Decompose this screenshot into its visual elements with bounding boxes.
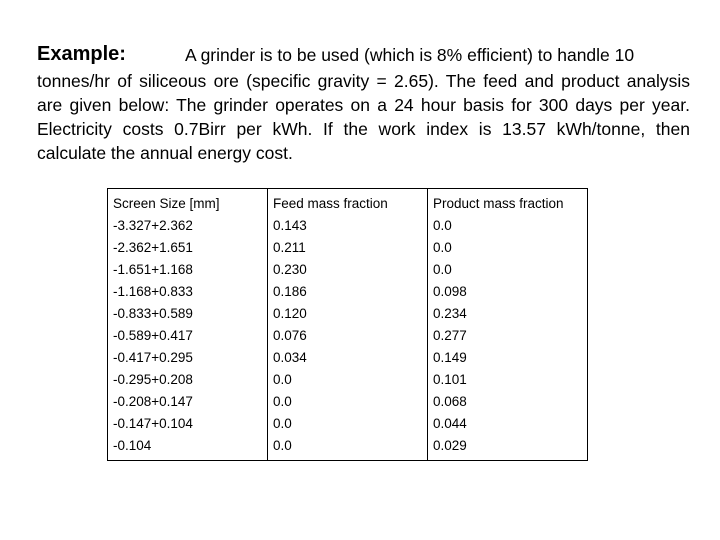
product-mass-fraction-cell: 0.234 [428, 303, 588, 325]
table-row [108, 303, 588, 325]
screen-size-cell: -0.104 [113, 438, 152, 453]
product-mass-fraction-cell: 0.149 [428, 347, 588, 369]
product-mass-fraction-cell: 0.029 [428, 435, 588, 461]
feed-mass-fraction-cell: 0.211 [268, 237, 428, 259]
header-feed-mass-fraction: Feed mass fraction [268, 189, 428, 216]
problem-first-line [37, 41, 690, 69]
product-mass-fraction-cell: 0.0 [428, 259, 588, 281]
header-product-mass-fraction: Product mass fraction [428, 189, 588, 216]
table-row [108, 325, 588, 347]
screen-size-cell: -0.147+0.104 [113, 416, 193, 431]
screen-size-cell: -0.417+0.295 [113, 350, 193, 365]
feed-mass-fraction-cell: 0.230 [268, 259, 428, 281]
table-row [108, 413, 588, 435]
problem-body-text: tonnes/hr of siliceous ore (specific gravity = 2.65). The feed and product analysis are given below: The grinder operates on a 24 hour basis for 300 days per year. Electricity costs 0.7Birr per kWh. If the work index is 13.57 kWh/tonne, then calculate the annual energy cost. [37, 71, 690, 163]
table-row [108, 237, 588, 259]
table-body [108, 215, 588, 461]
product-mass-fraction-cell: 0.0 [428, 237, 588, 259]
table-row [108, 259, 588, 281]
screen-size-cell: -3.327+2.362 [113, 218, 193, 233]
header-screen-size: Screen Size [mm] [113, 196, 220, 211]
screen-size-cell: -1.168+0.833 [113, 284, 193, 299]
screen-size-cell: -0.589+0.417 [113, 328, 193, 343]
product-mass-fraction-cell: 0.098 [428, 281, 588, 303]
screen-size-cell: -0.208+0.147 [113, 394, 193, 409]
table-row [108, 347, 588, 369]
feed-mass-fraction-cell: 0.0 [268, 369, 428, 391]
problem-intro-text: A grinder is to be used (which is 8% efficient) to handle 10 [185, 45, 635, 65]
product-mass-fraction-cell: 0.068 [428, 391, 588, 413]
product-mass-fraction-cell: 0.044 [428, 413, 588, 435]
screen-size-cell: -0.295+0.208 [113, 372, 193, 387]
product-mass-fraction-cell: 0.0 [428, 215, 588, 237]
table-row [108, 281, 588, 303]
table-row [108, 215, 588, 237]
example-label: Example: [37, 43, 126, 65]
feed-mass-fraction-cell: 0.076 [268, 325, 428, 347]
table-row [108, 435, 588, 461]
feed-mass-fraction-cell: 0.143 [268, 215, 428, 237]
feed-mass-fraction-cell: 0.0 [268, 391, 428, 413]
feed-mass-fraction-cell: 0.0 [268, 413, 428, 435]
table-row [108, 369, 588, 391]
feed-mass-fraction-cell: 0.186 [268, 281, 428, 303]
screen-size-cell: -2.362+1.651 [113, 240, 193, 255]
screen-size-cell: -1.651+1.168 [113, 262, 193, 277]
problem-statement [37, 41, 690, 165]
table-row [108, 391, 588, 413]
screen-size-cell: -0.833+0.589 [113, 306, 193, 321]
product-mass-fraction-cell: 0.101 [428, 369, 588, 391]
size-analysis-table [107, 188, 588, 461]
feed-mass-fraction-cell: 0.120 [268, 303, 428, 325]
feed-mass-fraction-cell: 0.0 [268, 435, 428, 461]
feed-mass-fraction-cell: 0.034 [268, 347, 428, 369]
product-mass-fraction-cell: 0.277 [428, 325, 588, 347]
table-header-row [108, 189, 588, 216]
